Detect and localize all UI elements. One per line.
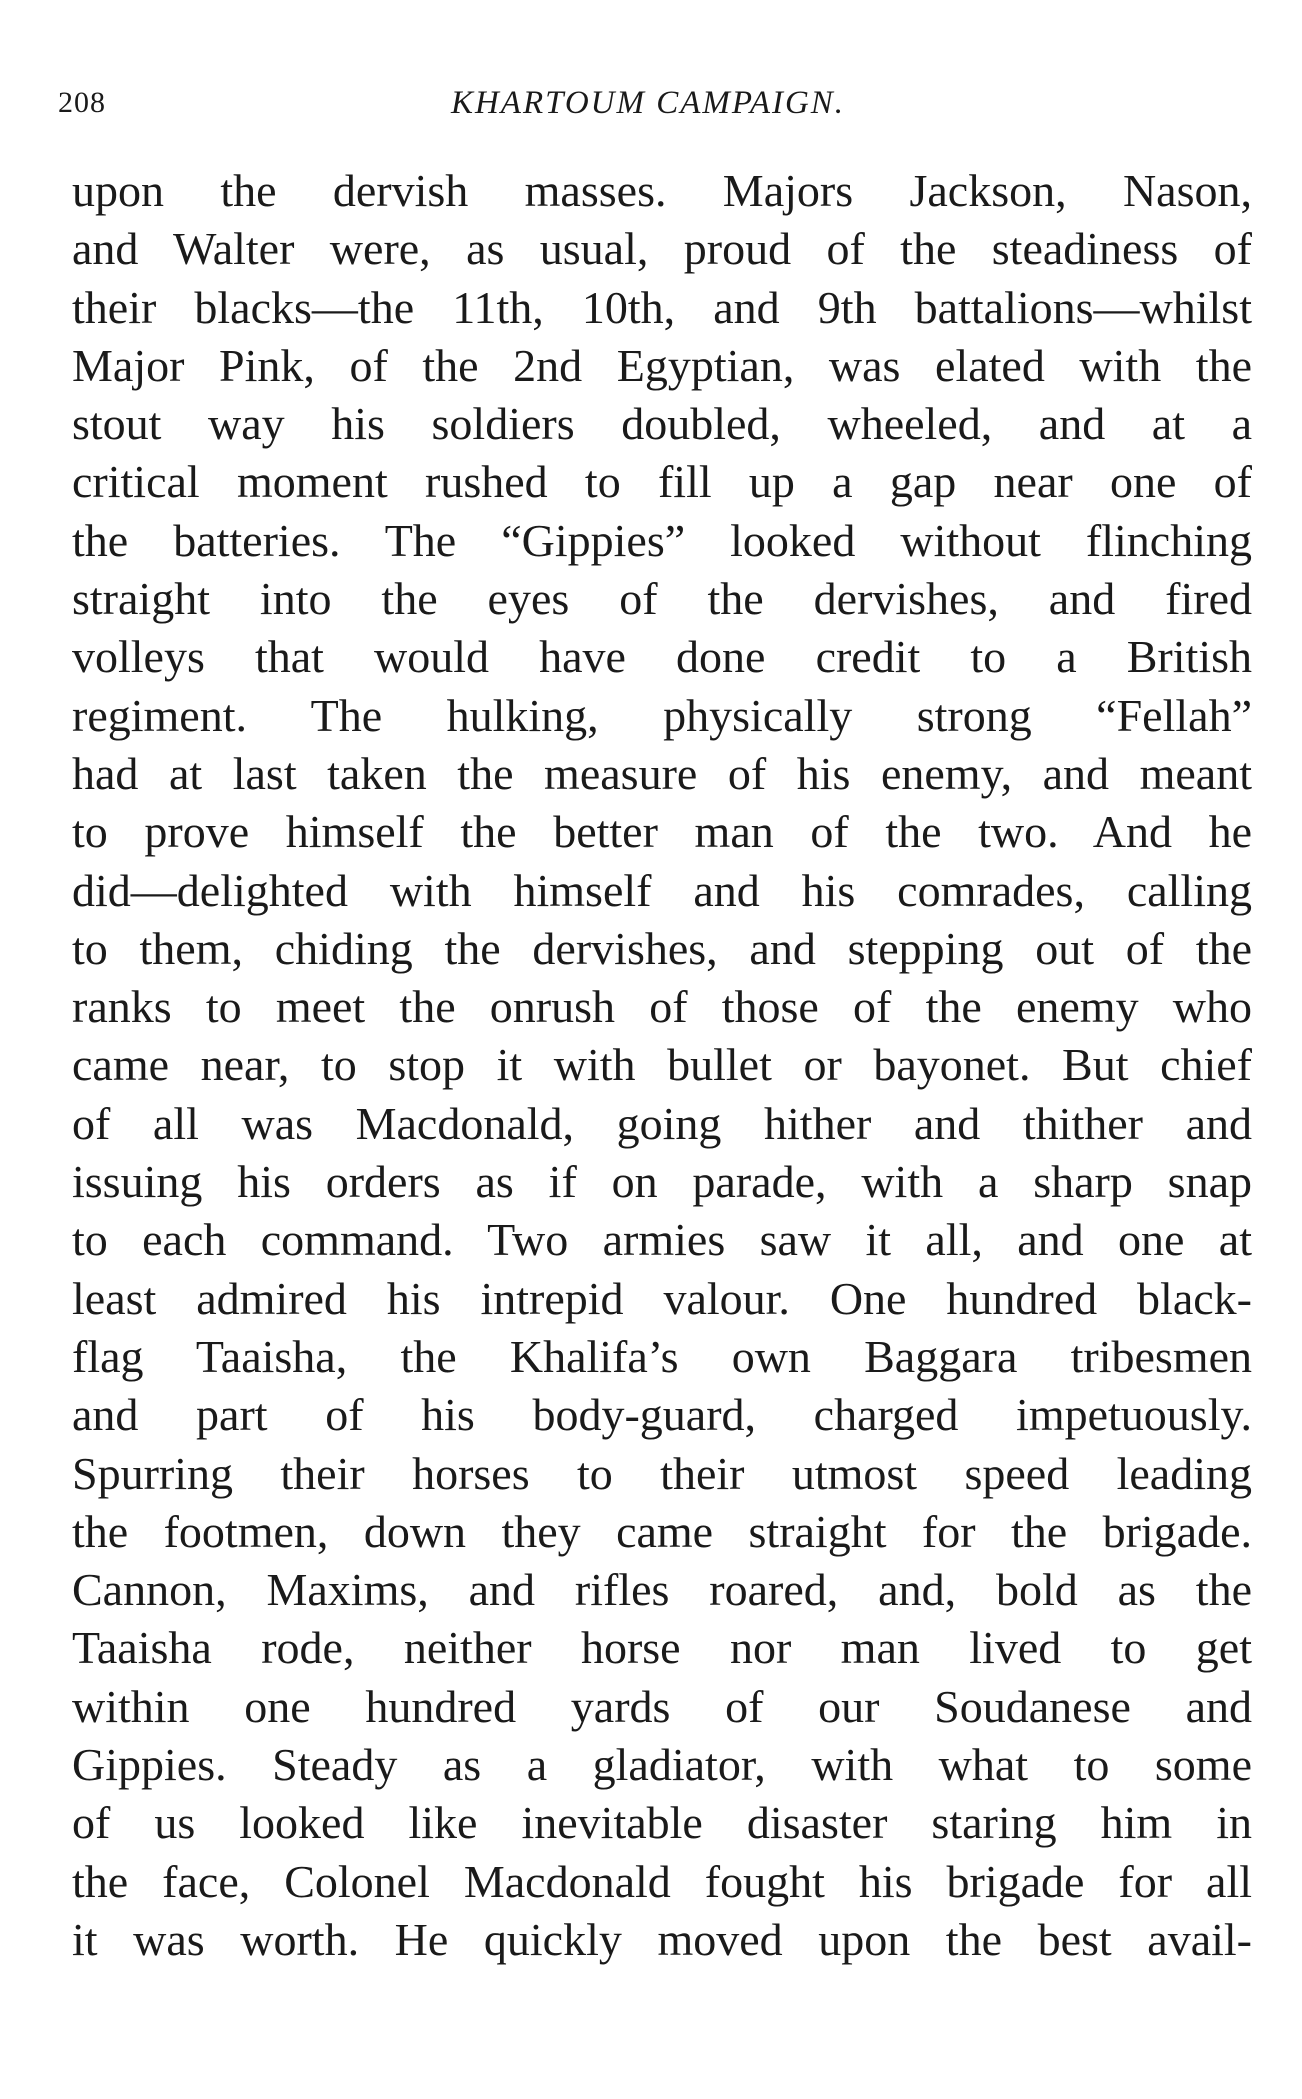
text-line: flag Taaisha, the Khalifa’s own Baggara tribesmen xyxy=(72,1330,1252,1382)
text-line: the batteries. The “Gippies” looked without flinching xyxy=(72,514,1252,566)
text-line: least admired his intrepid valour. One hundred black- xyxy=(72,1272,1252,1324)
text-line: volleys that would have done credit to a British xyxy=(72,631,1252,683)
text-line: of all was Macdonald, going hither and thither and xyxy=(72,1097,1252,1149)
text-line: straight into the eyes of the dervishes, and fired xyxy=(72,573,1252,625)
text-line: issuing his orders as if on parade, with a sharp snap xyxy=(72,1156,1252,1208)
text-line: Gippies. Steady as a gladiator, with what to some xyxy=(72,1739,1252,1791)
running-title: KHARTOUM CAMPAIGN. xyxy=(450,85,846,121)
running-head xyxy=(58,78,1238,128)
text-line: and Walter were, as usual, proud of the steadiness of xyxy=(72,223,1252,275)
text-line: the footmen, down they came straight for the brigade. xyxy=(72,1505,1252,1557)
text-line: it was worth. He quickly moved upon the best avail- xyxy=(72,1913,1252,1965)
text-line: to prove himself the better man of the two. And he xyxy=(72,806,1252,858)
text-line: had at last taken the measure of his enemy, and meant xyxy=(72,747,1252,799)
text-line: came near, to stop it with bullet or bayonet. But chief xyxy=(72,1039,1252,1091)
text-line: within one hundred yards of our Soudanese and xyxy=(72,1680,1252,1732)
text-line: did—delighted with himself and his comrades, calling xyxy=(72,864,1252,916)
text-line: upon the dervish masses. Majors Jackson, Nason, xyxy=(72,165,1252,216)
body-text xyxy=(72,162,1252,1969)
page-number: 208 xyxy=(58,86,106,119)
text-line: and part of his body-guard, charged impetuously. xyxy=(72,1389,1252,1441)
text-line: Taaisha rode, neither horse nor man lived to get xyxy=(72,1622,1252,1674)
text-line: Cannon, Maxims, and rifles roared, and, bold as the xyxy=(72,1564,1252,1616)
text-line: to each command. Two armies saw it all, and one at xyxy=(72,1214,1252,1266)
text-line: their blacks—the 11th, 10th, and 9th battalions—whilst xyxy=(72,281,1252,333)
text-line: Spurring their horses to their utmost speed leading xyxy=(72,1447,1252,1499)
text-line: of us looked like inevitable disaster staring him in xyxy=(72,1797,1252,1849)
text-line: ranks to meet the onrush of those of the enemy who xyxy=(72,981,1252,1033)
text-line: the face, Colonel Macdonald fought his brigade for all xyxy=(72,1855,1252,1907)
text-line: stout way his soldiers doubled, wheeled, and at a xyxy=(72,398,1252,450)
text-line: to them, chiding the dervishes, and stepping out of the xyxy=(72,922,1252,974)
text-line: critical moment rushed to fill up a gap near one of xyxy=(72,456,1252,508)
text-line: Major Pink, of the 2nd Egyptian, was elated with the xyxy=(72,339,1252,391)
text-line: regiment. The hulking, physically strong “Fellah” xyxy=(72,689,1252,741)
